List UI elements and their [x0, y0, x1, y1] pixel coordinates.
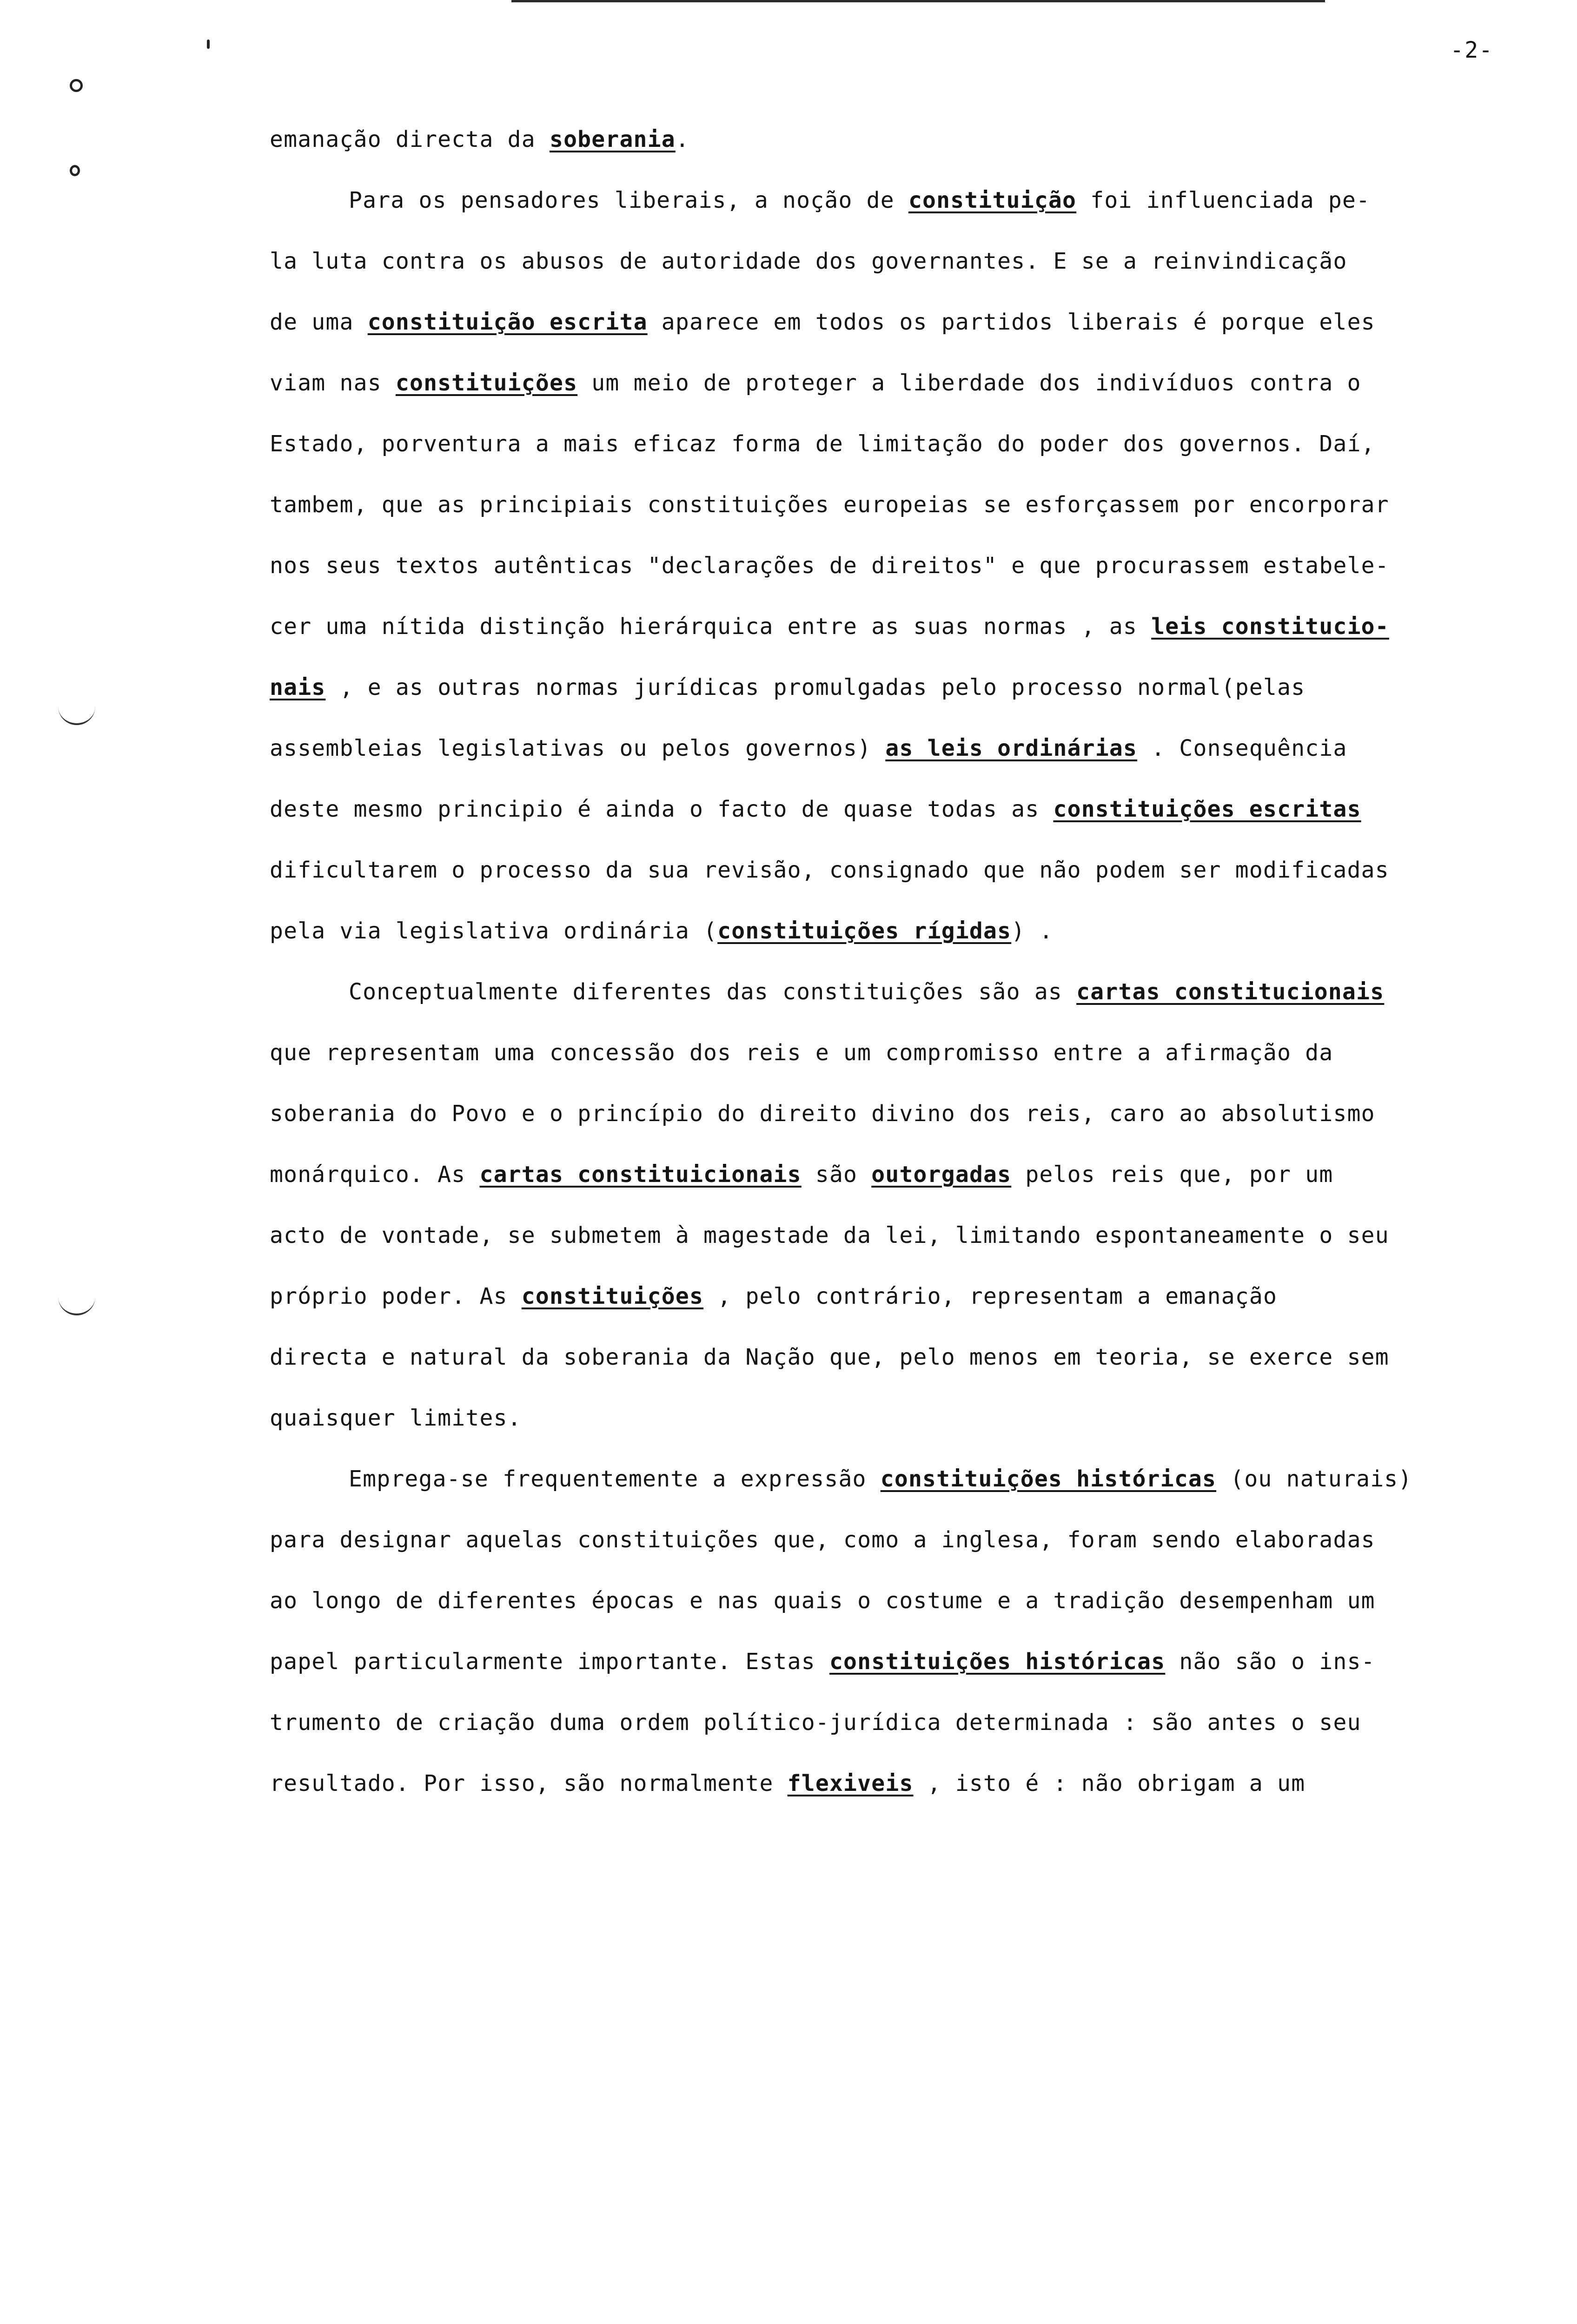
- text-segment: pela via legislativa ordinária (: [270, 918, 718, 944]
- text-line: [270, 125, 1539, 186]
- text-line: [270, 369, 1539, 430]
- underlined-term: as leis ordinárias: [885, 735, 1138, 761]
- top-rule: [511, 0, 1325, 2]
- text-line: [270, 978, 1539, 1039]
- underlined-term: constituições escritas: [1053, 796, 1361, 822]
- text-segment: directa e natural da soberania da Nação que, pelo menos em teoria, se exerce sem: [270, 1344, 1389, 1370]
- text-segment: Emprega-se frequentemente a expressão: [349, 1466, 881, 1492]
- text-segment: Para os pensadores liberais, a noção de: [349, 187, 908, 213]
- underlined-term: constituição escrita: [367, 309, 648, 335]
- text-segment: são: [801, 1162, 872, 1188]
- underlined-term: soberania: [549, 126, 676, 152]
- text-line: [270, 552, 1539, 613]
- text-segment: cer uma nítida distinção hierárquica entre as suas normas , as: [270, 614, 1152, 640]
- text-line: [270, 917, 1539, 978]
- text-line: [270, 1526, 1539, 1587]
- text-line: [270, 247, 1539, 308]
- text-segment: um meio de proteger a liberdade dos indivíduos contra o: [577, 370, 1361, 396]
- text-segment: , e as outras normas jurídicas promulgadas pelo processo normal(pelas: [325, 674, 1305, 700]
- text-segment: Estado, porventura a mais eficaz forma de limitação do poder dos governos. Daí,: [270, 431, 1375, 457]
- text-segment: ao longo de diferentes épocas e nas quais o costume e a tradição desempenham um: [270, 1588, 1375, 1614]
- underlined-term: constituições: [395, 370, 578, 396]
- text-segment: deste mesmo principio é ainda o facto de quase todas as: [270, 796, 1054, 822]
- text-segment: trumento de criação duma ordem político-jurídica determinada : são antes o seu: [270, 1710, 1361, 1736]
- text-line: [270, 1343, 1539, 1404]
- text-line: [270, 1404, 1539, 1465]
- text-line: [270, 613, 1539, 673]
- underlined-term: cartas constitucionais: [1076, 979, 1385, 1005]
- text-segment: papel particularmente importante. Estas: [270, 1649, 829, 1675]
- text-segment: .: [675, 126, 689, 152]
- body-text: [270, 125, 1539, 1830]
- text-segment: la luta contra os abusos de autoridade dos governantes. E se a reinvindicação: [270, 248, 1347, 274]
- text-line: [270, 1769, 1539, 1830]
- underlined-term: flexiveis: [787, 1770, 914, 1796]
- text-segment: aparece em todos os partidos liberais é porque eles: [647, 309, 1375, 335]
- text-segment: que representam uma concessão dos reis e um compromisso entre a afirmação da: [270, 1040, 1333, 1066]
- text-line: [270, 1648, 1539, 1709]
- text-segment: tambem, que as principiais constituições europeias se esforçassem por encorporar: [270, 492, 1389, 518]
- text-line: [270, 1282, 1539, 1343]
- text-segment: emanação directa da: [270, 126, 550, 152]
- text-segment: monárquico. As: [270, 1162, 480, 1188]
- text-line: [270, 1100, 1539, 1161]
- text-line: [270, 308, 1539, 369]
- underlined-term: leis constitucio-: [1151, 614, 1389, 640]
- text-line: [270, 795, 1539, 856]
- page-number: -2-: [1450, 37, 1493, 63]
- underlined-term: constituições: [521, 1283, 704, 1309]
- underlined-term: constituições históricas: [880, 1466, 1217, 1492]
- text-line: [270, 1465, 1539, 1526]
- text-line: [270, 1709, 1539, 1769]
- underlined-term: constituições rígidas: [717, 918, 1012, 944]
- text-segment: , pelo contrário, representam a emanação: [703, 1283, 1278, 1309]
- text-line: [270, 1221, 1539, 1282]
- text-segment: , isto é : não obrigam a um: [913, 1770, 1305, 1796]
- text-segment: nos seus textos autênticas "declarações de direitos" e que procurassem estabele-: [270, 553, 1389, 579]
- text-segment: próprio poder. As: [270, 1283, 522, 1309]
- text-segment: viam nas: [270, 370, 396, 396]
- text-line: [270, 1161, 1539, 1221]
- punch-hole: [70, 79, 83, 92]
- text-segment: resultado. Por isso, são normalmente: [270, 1770, 788, 1796]
- punch-hole: [70, 165, 80, 176]
- underlined-term: constituição: [908, 187, 1077, 213]
- tick-mark: [207, 40, 210, 49]
- text-line: [270, 1587, 1539, 1648]
- text-segment: de uma: [270, 309, 368, 335]
- text-line: [270, 491, 1539, 552]
- text-segment: . Consequência: [1137, 735, 1347, 761]
- margin-mark: [58, 706, 95, 725]
- margin-mark: [58, 1297, 95, 1315]
- underlined-term: outorgadas: [871, 1162, 1012, 1188]
- text-line: [270, 430, 1539, 491]
- text-segment: assembleias legislativas ou pelos governos): [270, 735, 886, 761]
- text-line: [270, 186, 1539, 247]
- text-segment: soberania do Povo e o princípio do direito divino dos reis, caro ao absolutismo: [270, 1101, 1375, 1127]
- text-segment: acto de vontade, se submetem à magestade da lei, limitando espontaneamente o seu: [270, 1222, 1389, 1248]
- text-segment: dificultarem o processo da sua revisão, consignado que não podem ser modificadas: [270, 857, 1389, 883]
- text-segment: Conceptualmente diferentes das constituições são as: [349, 979, 1077, 1005]
- text-segment: foi influenciada pe-: [1076, 187, 1371, 213]
- text-segment: quaisquer limites.: [270, 1405, 522, 1431]
- underlined-term: cartas constituicionais: [479, 1162, 802, 1188]
- text-segment: pelos reis que, por um: [1011, 1162, 1333, 1188]
- text-segment: ) .: [1011, 918, 1054, 944]
- text-line: [270, 673, 1539, 734]
- text-line: [270, 734, 1539, 795]
- text-segment: não são o ins-: [1165, 1649, 1375, 1675]
- text-line: [270, 856, 1539, 917]
- underlined-term: constituições históricas: [829, 1649, 1166, 1675]
- underlined-term: nais: [270, 674, 326, 700]
- text-segment: (ou naturais): [1216, 1466, 1412, 1492]
- text-segment: para designar aquelas constituições que, como a inglesa, foram sendo elaboradas: [270, 1527, 1375, 1553]
- text-line: [270, 1039, 1539, 1100]
